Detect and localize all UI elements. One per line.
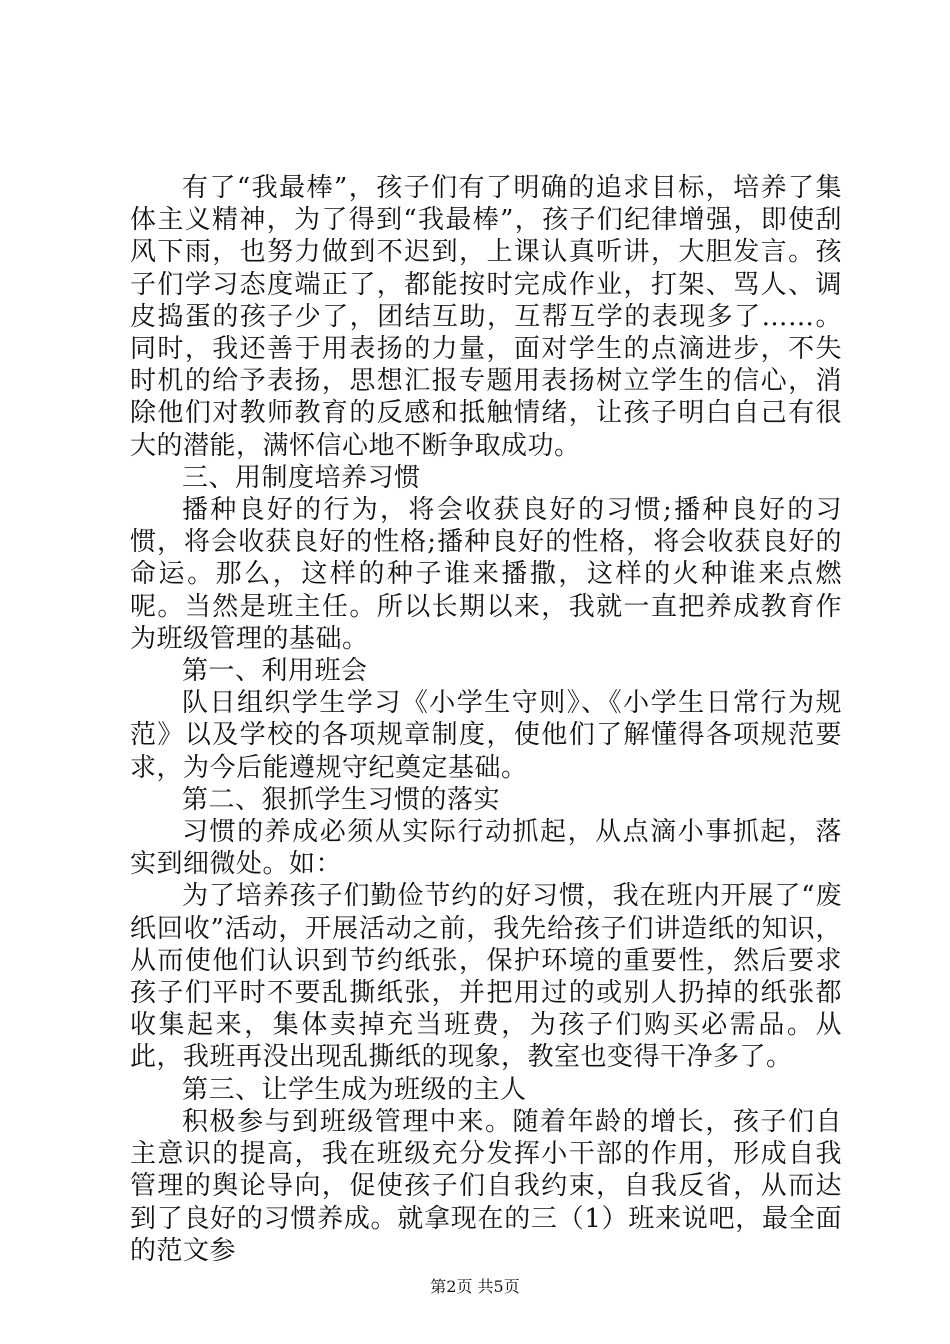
subsection-heading: 第三、让学生成为班级的主人 — [182, 1074, 527, 1105]
page-footer: 第2页 共5页 — [430, 1277, 520, 1296]
paragraph: 积极参与到班级管理中来。随着年龄的增长，孩子们自主意识的提高，我在班级充分发挥小干部的作用，形成自我管理的舆论导向，促使孩子们自我约束，自我反省，从而达到了良好的习惯养成。就拿现在的三（1）班来说吧，最全面的范文参 — [130, 1106, 842, 1266]
subsection-heading: 第二、狠抓学生习惯的落实 — [182, 784, 501, 815]
document-body — [130, 172, 842, 1267]
paragraph: 播种良好的行为，将会收获良好的习惯;播种良好的习惯，将会收获良好的性格;播种良好的性格，将会收获良好的命运。那么，这样的种子谁来播撒，这样的火种谁来点燃呢。当然是班主任。所以长期以来，我就一直把养成教育作为班级管理的基础。 — [130, 495, 842, 654]
subsection-heading: 第一、利用班会 — [182, 656, 368, 687]
paragraph: 习惯的养成必须从实际行动抓起，从点滴小事抓起，落实到细微处。如： — [130, 817, 842, 880]
paragraph: 为了培养孩子们勤俭节约的好习惯，我在班内开展了“废纸回收”活动，开展活动之前，我先给孩子们讲造纸的知识，从而使他们认识到节约纸张，保护环境的重要性，然后要求孩子们平时不要乱撕纸张，并把用过的或别人扔掉的纸张都收集起来，集体卖掉充当班费，为孩子们购买必需品。从此，我班再没出现乱撕纸的现象，教室也变得干净多了。 — [130, 881, 842, 1073]
paragraph: 队日组织学生学习《小学生守则》、《小学生日常行为规范》以及学校的各项规章制度，使他们了解懂得各项规范要求，为今后能遵规守纪奠定基础。 — [130, 688, 842, 783]
paragraph: 有了“我最棒”，孩子们有了明确的追求目标，培养了集体主义精神，为了得到“我最棒”，孩子们纪律增强，即使刮风下雨，也努力做到不迟到，上课认真听讲，大胆发言。孩子们学习态度端正了，都能按时完成作业，打架、骂人、调皮捣蛋的孩子少了，团结互助，互帮互学的表现多了……。同时，我还善于用表扬的力量，面对学生的点滴进步，不失时机的给予表扬，思想汇报专题用表扬树立学生的信心，消除他们对教师教育的反感和抵触情绪，让孩子明白自己有很大的潜能，满怀信心地不断争取成功。 — [130, 173, 842, 461]
section-heading: 三、用制度培养习惯 — [182, 462, 421, 493]
